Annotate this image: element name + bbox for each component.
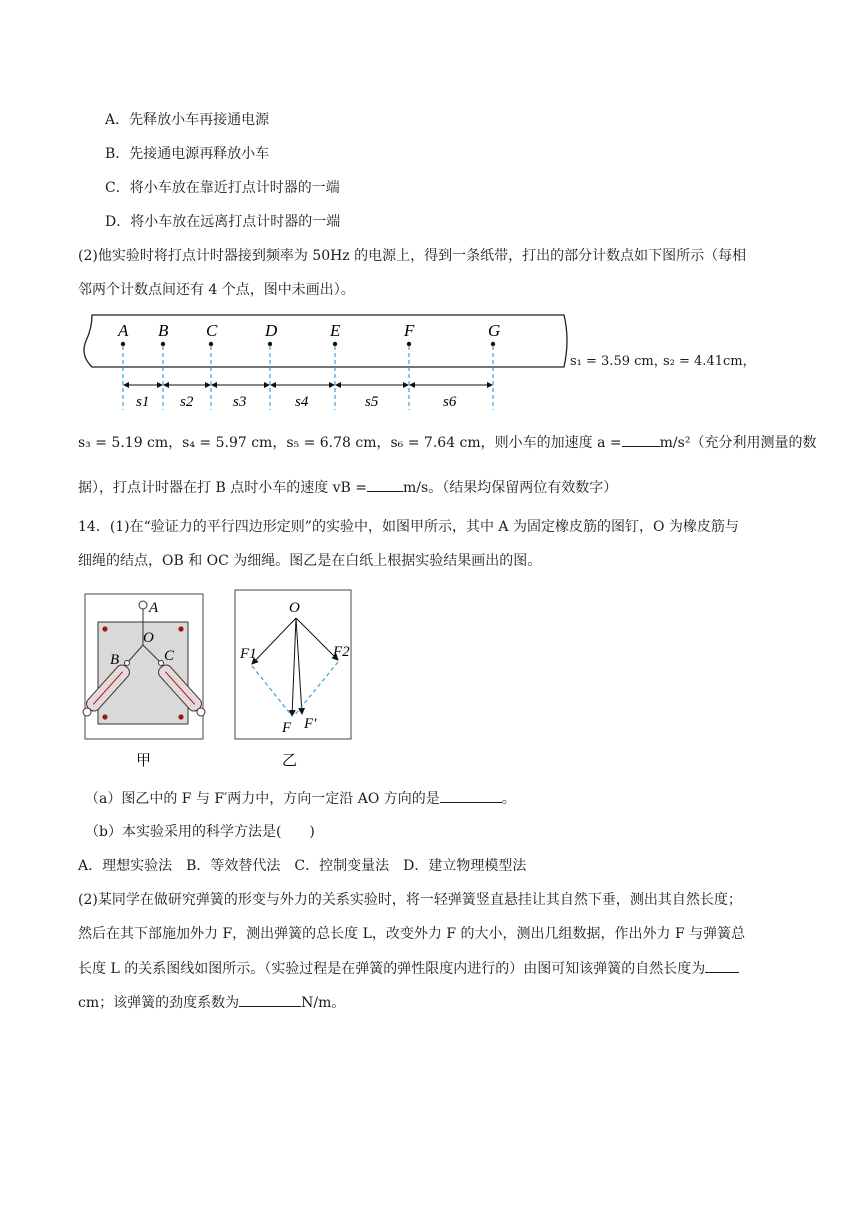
- values-text: s₃ = 5.19 cm，s₄ = 5.97 cm，s₅ = 6.78 cm，s₆ = 7.64 cm，则小车的加速度 a =: [78, 435, 622, 451]
- s1-value: s₁ = 3.59 cm，: [570, 354, 667, 369]
- svg-text:F: F: [404, 321, 415, 340]
- p2-line4-end: N/m。: [301, 995, 346, 1011]
- speed-answer-blank[interactable]: [367, 477, 403, 492]
- yi-label-o: O: [289, 600, 300, 616]
- yi-label-fprime: F′: [304, 716, 317, 732]
- label-s5: s5: [365, 394, 379, 410]
- label-s2: s2: [180, 394, 194, 410]
- q14-p2-line2: 然后在其下部施加外力 F，测出弹簧的总长度 L，改变外力 F 的大小，测出几组数据，作出外力 F 与弹簧总: [78, 926, 746, 942]
- paper-tape-figure: [78, 310, 578, 415]
- accel-answer-blank[interactable]: [622, 432, 660, 447]
- speed-text: 据），打点计时器在打 B 点时小车的速度 vB =: [78, 480, 368, 496]
- q14-p2-line1: (2)某同学在做研究弹簧的形变与外力的关系实验时，将一轻弹簧竖直悬挂让其自然下垂，测出其自然长度；: [78, 892, 742, 908]
- label-s4: s4: [295, 394, 309, 410]
- tape-point-g: [488, 321, 500, 346]
- speed-unit: m/s。（结果均保留两位有效数字）: [403, 480, 618, 496]
- svg-text:C: C: [206, 321, 218, 340]
- svg-text:A: A: [118, 321, 129, 340]
- tape-point-f: [403, 321, 415, 346]
- q14-qb: （b）本实验采用的科学方法是( ): [85, 824, 315, 840]
- caption-yi: 乙: [282, 753, 298, 769]
- tape-point-e: [329, 321, 341, 346]
- tape-point-c: [206, 321, 218, 346]
- jia-label-a: A: [149, 600, 159, 616]
- caption-jia: 甲: [136, 753, 152, 769]
- q14-qa: [85, 788, 516, 809]
- svg-text:B: B: [158, 321, 169, 340]
- q14-p2-line4: [78, 992, 345, 1013]
- svg-text:D: D: [265, 321, 278, 340]
- p2-line4-text: cm；该弹簧的劲度系数为: [78, 995, 240, 1011]
- label-s1: s1: [136, 394, 150, 410]
- speed-line: [78, 477, 617, 498]
- q13-part2-line2: 邻两个计数点间还有 4 个点，图中未画出）。: [78, 282, 355, 298]
- yi-label-f1: F1: [240, 646, 257, 662]
- label-s6: s6: [443, 394, 457, 410]
- tape-point-a: [117, 321, 129, 346]
- q13-part2-line1: (2)他实验时将打点计时器接到频率为 50Hz 的电源上，得到一条纸带，打出的部分计数点如下图所示（每相: [78, 248, 747, 264]
- tape-point-b: [158, 321, 169, 346]
- option-a: A．先释放小车再接通电源: [105, 112, 270, 128]
- q14-p2-line3: [78, 958, 739, 979]
- svg-text:G: G: [488, 321, 501, 340]
- s2-value: s₂ = 4.41cm，: [663, 354, 756, 369]
- p2-line3-text: 长度 L 的关系图线如图所示。（实验过程是在弹簧的弹性限度内进行的）由图可知该弹簧的自然长度为: [78, 961, 706, 977]
- jia-label-o: O: [143, 630, 154, 646]
- q14-line2: 细绳的结点，OB 和 OC 为细绳。图乙是在白纸上根据实验结果画出的图。: [78, 553, 542, 569]
- qa-end: 。: [501, 791, 516, 807]
- figure-yi: [230, 588, 355, 773]
- qa-answer-blank[interactable]: [440, 788, 502, 803]
- figure-jia: [80, 588, 210, 773]
- accel-unit: m/s²（充分利用测量的数: [659, 435, 817, 451]
- option-b: B．先接通电源再释放小车: [105, 146, 270, 162]
- qa-text: （a）图乙中的 F 与 F′两力中，方向一定沿 AO 方向的是: [85, 791, 440, 807]
- yi-label-f: F: [282, 720, 292, 736]
- jia-label-b: B: [110, 652, 120, 668]
- yi-label-f2: F2: [333, 644, 350, 660]
- values-line: [78, 432, 816, 453]
- label-s3: s3: [233, 394, 247, 410]
- q14-choices: A．理想实验法 B．等效替代法 C．控制变量法 D．建立物理模型法: [78, 858, 527, 874]
- tape-point-d: [264, 321, 278, 346]
- option-d: D．将小车放在远离打点计时器的一端: [105, 214, 341, 230]
- q14-line1: 14．(1)在“验证力的平行四边形定则”的实验中，如图甲所示，其中 A 为固定橡皮筋的图钉，O 为橡皮筋与: [78, 519, 739, 535]
- option-c: C．将小车放在靠近打点计时器的一端: [105, 180, 340, 196]
- svg-text:E: E: [330, 321, 341, 340]
- stiffness-blank[interactable]: [239, 992, 301, 1007]
- jia-label-c: C: [164, 648, 175, 664]
- natural-length-blank[interactable]: [705, 958, 739, 973]
